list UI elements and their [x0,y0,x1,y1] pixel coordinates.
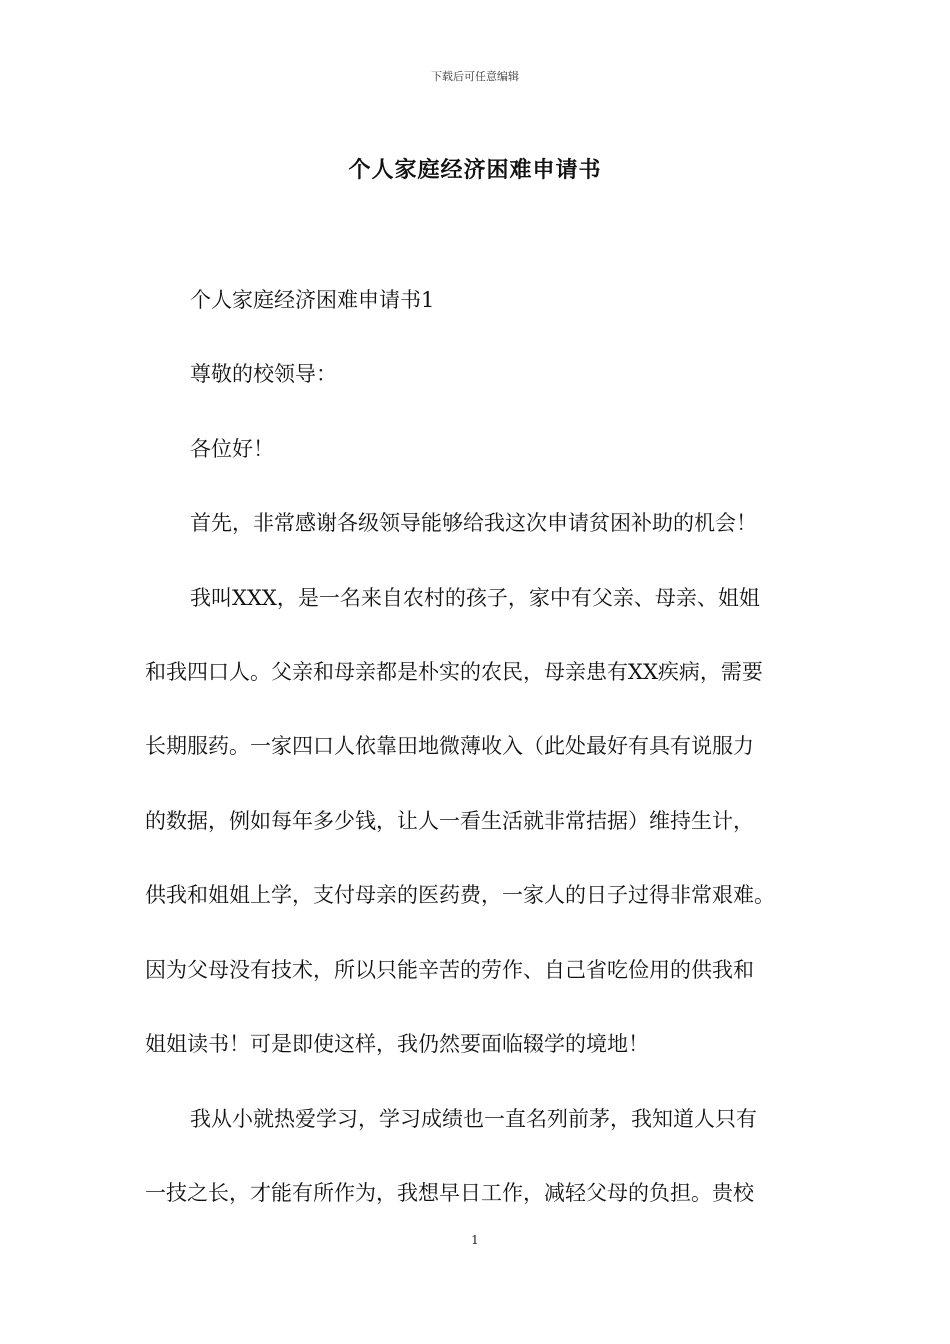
body-line: 长期服药。一家四口人依靠田地微薄收入（此处最好有具有说服力 [145,734,754,758]
body-line: 各位好！ [190,437,274,461]
body-line: 首先，非常感谢各级领导能够给我这次申请贫困补助的机会！ [190,511,757,535]
body-line: 因为父母没有技术，所以只能辛苦的劳作、自己省吃俭用的供我和 [145,958,754,982]
body-line: 我叫XXX，是一名来自农村的孩子，家中有父亲、母亲、姐姐 [190,586,760,610]
page-header-note: 下载后可任意编辑 [431,70,519,83]
body-line: 我从小就热爱学习，学习成绩也一直名列前茅，我知道人只有 [190,1107,757,1131]
body-line: 的数据，例如每年多少钱，让人一看生活就非常拮据）维持生计， [145,809,754,833]
body-line: 姐姐读书！可是即使这样，我仍然要面临辍学的境地！ [145,1032,649,1056]
body-line: 个人家庭经济困难申请书1 [190,288,435,312]
body-line: 尊敬的校领导： [190,362,337,386]
body-line: 和我四口人。父亲和母亲都是朴实的农民，母亲患有XX疾病，需要 [145,660,763,684]
page-number: 1 [471,1233,479,1247]
document-title: 个人家庭经济困难申请书 [348,157,602,183]
body-line: 一技之长，才能有所作为，我想早日工作，减轻父母的负担。贵校 [145,1181,754,1205]
body-line: 供我和姐姐上学，支付母亲的医药费，一家人的日子过得非常艰难。 [145,883,775,907]
